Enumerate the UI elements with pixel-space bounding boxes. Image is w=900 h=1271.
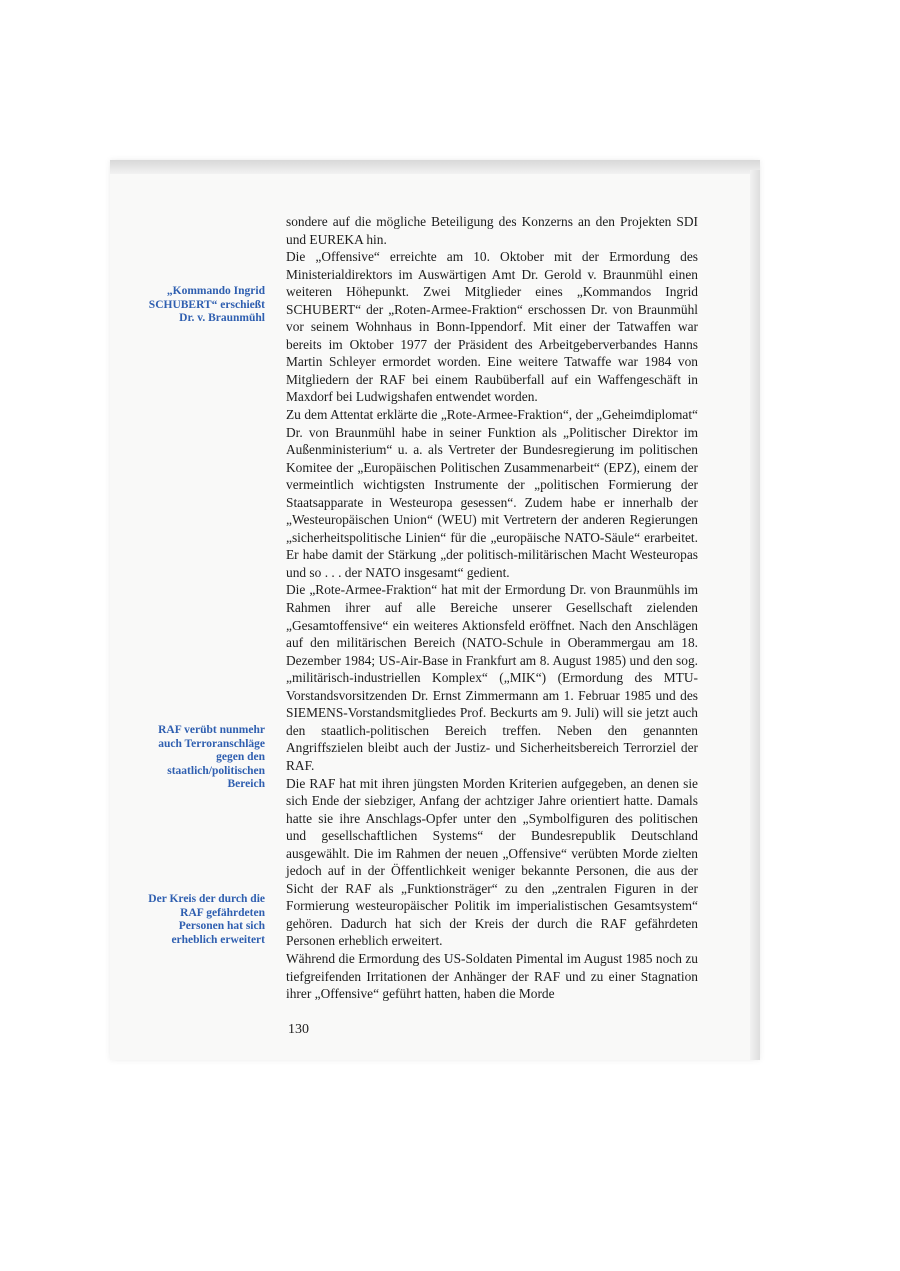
paragraph: Die RAF hat mit ihren jüngsten Morden Kriterien aufgegeben, an denen sie sich Ende der siebziger, Anfang der achtziger Jahre orientiert hatte. Damals hatte sie ihre Anschlags-Opfer unter den „Symbolfiguren des politischen und gesellschaftlichen Systems“ der Bundesrepublik Deutschland ausgewählt. Die im Rahmen der neuen „Offensive“ verübten Morde zielten jedoch auf in der Öffentlichkeit weniger bekannte Personen, die aus der Sicht der RAF als „Funktionsträger“ zu den „zentralen Figuren in der Formierung westeuropäischer Politik im imperialistischen Gesamtsystem“ gehören. Dadurch hat sich der Kreis der durch die RAF gefährdeten Personen erheblich erweitert. [286,775,698,949]
paragraph: Während die Ermordung des US-Soldaten Pimental im August 1985 noch zu tiefgreifenden Irritationen der Anhänger der RAF und zu einer Stagnation ihrer „Offensive“ geführt hatten, haben die Morde [286,950,698,1002]
scan-top-shadow [110,160,760,174]
paragraph: sondere auf die mögliche Beteiligung des Konzerns an den Projekten SDI und EUREKA hin. [286,214,698,247]
paragraph: Die „Rote-Armee-Fraktion“ hat mit der Ermordung Dr. von Braunmühls im Rahmen ihrer auf alle Bereiche unserer Gesellschaft zielenden „Gesamtoffensive“ ein weiteres Aktionsfeld eröffnet. Nach den Anschlägen auf den militärischen Bereich (NATO-Schule in Oberammergau am 18. Dezember 1984; US-Air-Base in Frankfurt am 8. August 1985) und den sog. „militärisch-industriellen Komplex“ („MIK“) (Ermordung des MTU-Vorstandsvorsitzenden Dr. Ernst Zimmermann am 1. Februar 1985 und des SIEMENS-Vorstandsmitgliedes Prof. Beckurts am 9. Juli) will sie jetzt auch den staatlich-politischen Bereich treffen. Neben den genannten Angriffszielen bleibt auch der Justiz- und Sicherheitsbereich Terrorziel der RAF. [286,582,698,773]
margin-note-kommando: „Kommando Ingrid SCHUBERT“ erschießt Dr. v. Braunmühl [148,285,265,324]
page-number: 130 [288,1022,309,1037]
paragraph: Zu dem Attentat erklärte die „Rote-Armee-Fraktion“, der „Geheimdiplomat“ Dr. von Braunmühl habe in seiner Funktion als „Politischer Direktor im Außenministerium“ u. a. als Vertreter der Bundesregierung im politischen Komitee der „Europäischen Politischen Zusammenarbeit“ (EPZ), einem der vermeintlich wichtigsten Instrumente der „politischen Formierung der Staatsapparate in Westeuropa gesessen“. Zudem habe er innerhalb der „Westeuropäischen Union“ (WEU) mit Vertretern der anderen Regierungen „sicherheitspolitische Linien“ für die „europäische NATO-Säule“ erarbeitet. Er habe damit der Stärkung „der politisch-militärischen Macht Westeuropas und so . . . der NATO insgesamt“ gedient. [286,407,698,580]
paragraph: Die „Offensive“ erreichte am 10. Oktober mit der Ermordung des Ministerialdirektors im Auswärtigen Amt Dr. Gerold v. Braunmühl einen weiteren Höhepunkt. Zwei Mitglieder eines „Kommandos Ingrid SCHUBERT“ der „Roten-Armee-Fraktion“ erschossen Dr. von Braunmühl vor seinem Wohnhaus in Bonn-Ippendorf. Mit einer der Tatwaffen war bereits im Oktober 1977 der Präsident des Arbeitgeberverbandes Hanns Martin Schleyer ermordet worden. Eine weitere Tatwaffe war 1984 von Mitgliedern der RAF bei einem Raubüberfall auf ein Waffengeschäft in Maxdorf bei Ludwigshafen entwendet worden. [286,249,698,405]
margin-note-terroranschlaege: RAF verübt nunmehr auch Terroranschläge gegen den staatlich/politischen Bereich [158,724,265,790]
margin-note-personenkreis: Der Kreis der durch die RAF gefährdeten Personen hat sich erheblich erweitert [148,893,265,946]
body-text [286,213,698,1003]
scan-right-edge [750,170,760,1060]
